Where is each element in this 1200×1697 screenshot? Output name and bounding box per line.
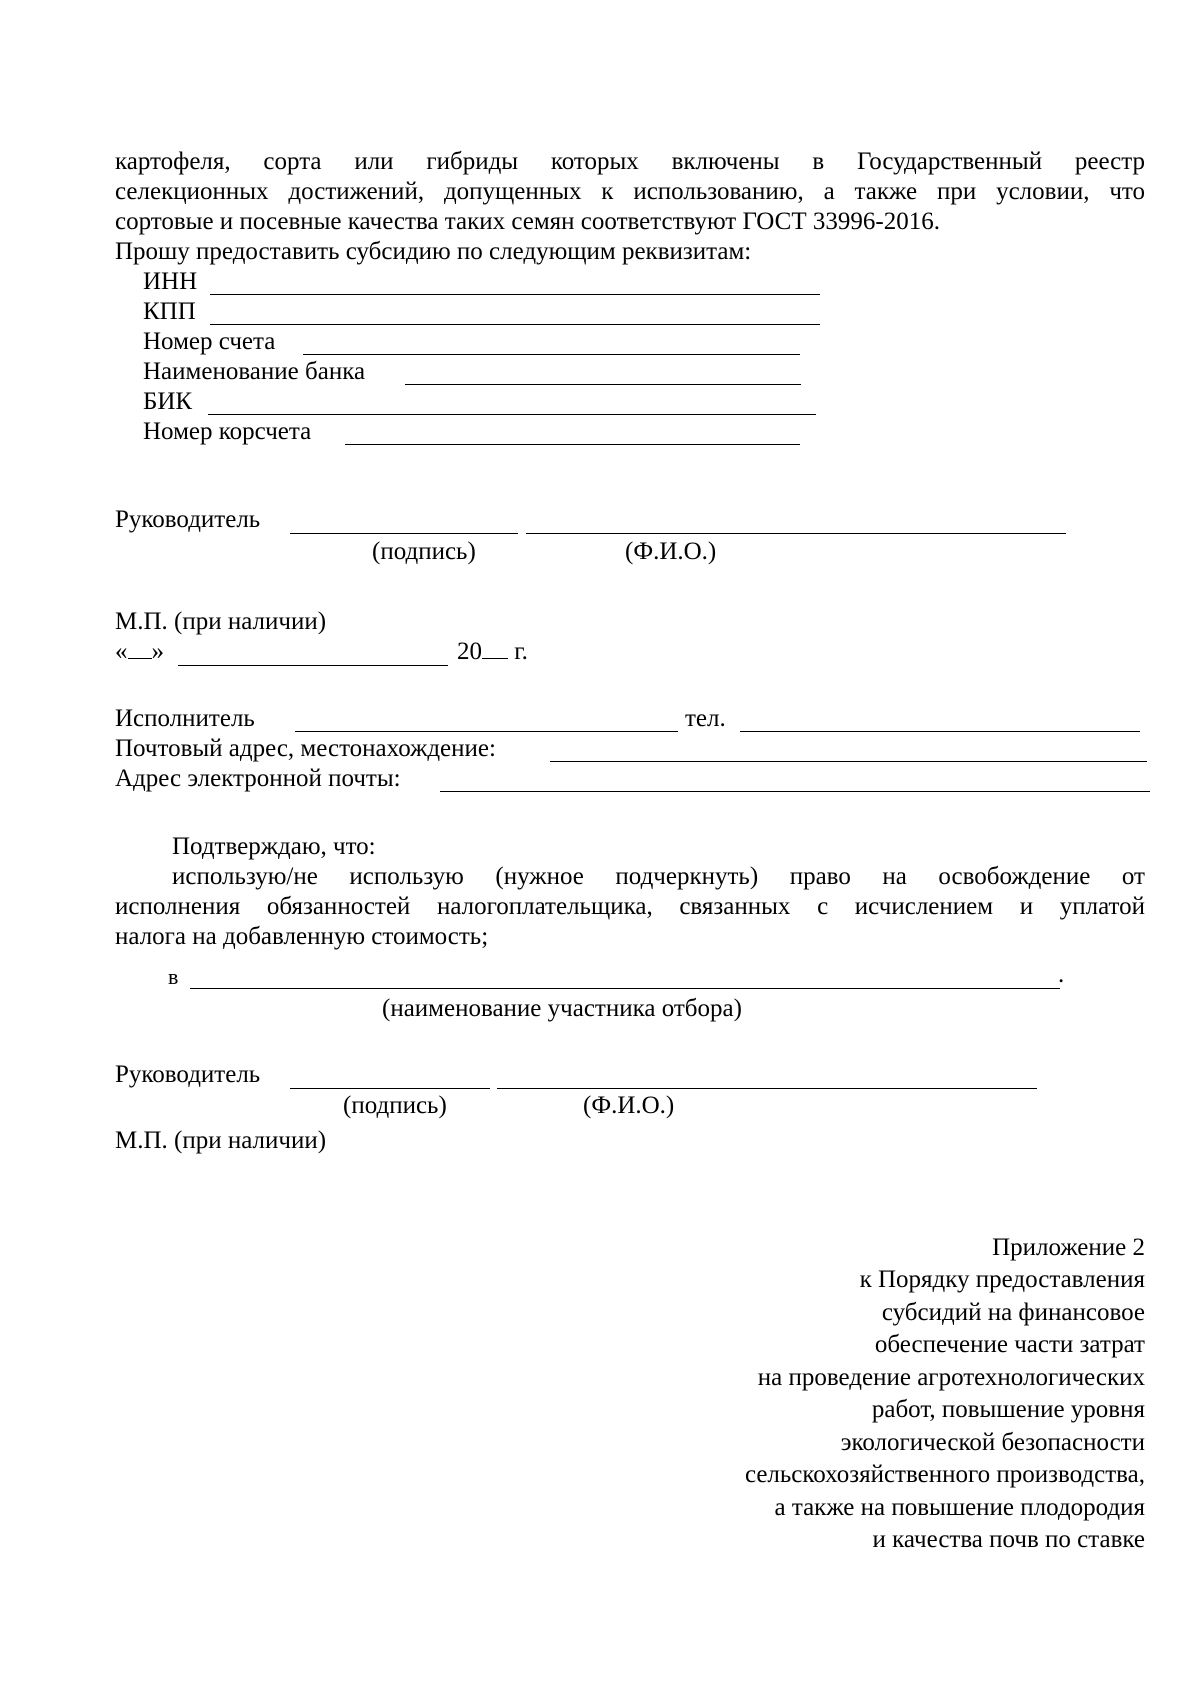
bank-label: Наименование банка [143,358,366,385]
account-field[interactable] [303,354,800,355]
inn-label: ИНН [143,268,198,295]
phone-field[interactable] [740,731,1140,732]
in-prefix: в [168,964,179,989]
kpp-label: КПП [143,298,196,325]
stamp-label-2: М.П. (при наличии) [115,1127,327,1154]
date-month-field[interactable] [178,665,448,666]
participant-field[interactable] [190,988,1060,989]
bik-field[interactable] [208,414,816,415]
appendix-line: субсидий на финансовое [881,1299,1145,1326]
head-signature-field-1[interactable] [290,533,518,534]
corr-account-field[interactable] [345,444,800,445]
year-field[interactable] [482,638,508,659]
confirm-line-1: использую/не использую (нужное подчеркнуть) право на освобождение от [172,863,1145,890]
date-day-field[interactable] [128,638,152,659]
email-field[interactable] [440,791,1150,792]
signature-caption-2: (подпись) [343,1092,447,1119]
appendix-line: и качества почв по ставке [872,1526,1145,1553]
inn-field[interactable] [210,294,820,295]
appendix-line: Приложение 2 [992,1234,1145,1261]
bank-field[interactable] [405,384,801,385]
appendix-line: сельскохозяйственного производства, [744,1461,1145,1488]
date-quote-open: « [115,638,128,665]
head-name-field-2[interactable] [497,1088,1037,1089]
postal-label: Почтовый адрес, местонахождение: [115,735,496,762]
participant-caption: (наименование участника отбора) [382,995,742,1022]
date-quote-close: » [151,638,164,665]
intro-line-1: картофеля, сорта или гибриды которых включены в Государственный реестр [115,148,1145,175]
appendix-line: работ, повышение уровня [871,1396,1145,1423]
email-label: Адрес электронной почты: [115,765,401,792]
stamp-label-1: М.П. (при наличии) [115,608,327,635]
appendix-line: на проведение агротехнологических [757,1364,1145,1391]
account-label: Номер счета [143,328,276,355]
name-caption-1: (Ф.И.О.) [625,538,717,565]
head-name-field-1[interactable] [526,533,1066,534]
executor-label: Исполнитель [115,705,255,732]
kpp-field[interactable] [210,324,820,325]
intro-line-3: сортовые и посевные качества таких семян соответствуют ГОСТ 33996-2016. [115,208,940,235]
appendix-line: экологической безопасности [840,1429,1145,1456]
confirm-heading: Подтверждаю, что: [172,833,376,860]
year-line [457,637,528,667]
phone-label: тел. [685,705,726,732]
head-label-1: Руководитель [115,506,261,533]
bik-label: БИК [143,388,193,415]
head-signature-field-2[interactable] [290,1088,490,1089]
confirm-line-2: исполнения обязанностей налогоплательщика, связанных с исчислением и уплатой [115,893,1145,920]
postal-field[interactable] [550,761,1147,762]
appendix-line: а также на повышение плодородия [774,1494,1145,1521]
request-text: Прошу предоставить субсидию по следующим реквизитам: [115,238,752,265]
appendix-line: к Порядку предоставления [859,1266,1145,1293]
appendix-line: обеспечение части затрат [874,1331,1145,1358]
executor-field[interactable] [295,731,678,732]
signature-caption-1: (подпись) [372,538,476,565]
year-suffix: г. [514,638,528,665]
intro-line-2: селекционных достижений, допущенных к использованию, а также при условии, что [115,178,1145,205]
corr-account-label: Номер корсчета [143,418,312,445]
year-prefix: 20 [457,638,482,665]
head-label-2: Руководитель [115,1061,261,1088]
name-caption-2: (Ф.И.О.) [583,1092,675,1119]
in-suffix: . [1058,961,1065,988]
confirm-line-3: налога на добавленную стоимость; [115,923,489,950]
date-line [115,637,164,667]
